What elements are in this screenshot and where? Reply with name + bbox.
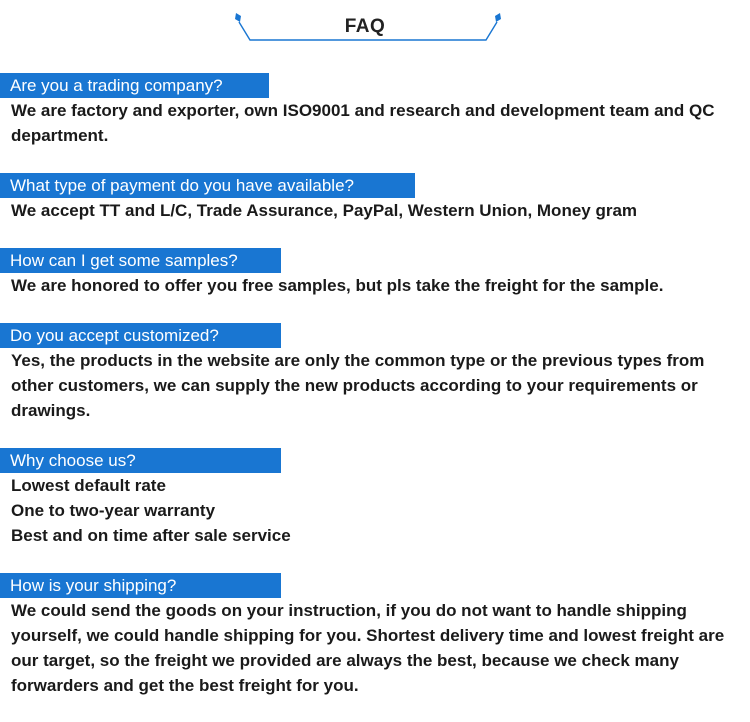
faq-question: How is your shipping? (0, 573, 281, 598)
faq-answer: We are factory and exporter, own ISO9001 and research and development team and QC department. (11, 101, 715, 145)
faq-item-customized (0, 323, 750, 423)
faq-item-why-choose-us (0, 448, 750, 548)
faq-question: Why choose us? (0, 448, 281, 473)
list-item: Lowest default rate (11, 476, 166, 495)
faq-header (0, 0, 750, 60)
page-title: FAQ (344, 16, 386, 37)
list-item: One to two-year warranty (11, 501, 216, 520)
faq-item-samples (0, 248, 750, 298)
faq-item-shipping (0, 573, 750, 698)
faq-item-trading-company (0, 73, 750, 148)
faq-question: How can I get some samples? (0, 248, 281, 273)
faq-answer: We are honored to offer you free samples, but pls take the freight for the sample. (11, 276, 664, 295)
faq-question: Do you accept customized? (0, 323, 281, 348)
faq-answer: We accept TT and L/C, Trade Assurance, PayPal, Western Union, Money gram (11, 201, 638, 220)
faq-question: What type of payment do you have available? (0, 173, 415, 198)
faq-answer-list (0, 473, 750, 548)
list-item: Best and on time after sale service (11, 526, 291, 545)
faq-answer: We could send the goods on your instruction, if you do not want to handle shipping yourself, we could handle shipping for you. Shortest delivery time and lowest freight are our target, so the freight we provided are always the best, because we check many forwarders and get the best freight for you. (11, 601, 725, 695)
faq-question: Are you a trading company? (0, 73, 269, 98)
faq-item-payment (0, 173, 750, 223)
faq-answer: Yes, the products in the website are only the common type or the previous types from other customers, we can supply the new products according to your requirements or drawings. (11, 351, 705, 420)
